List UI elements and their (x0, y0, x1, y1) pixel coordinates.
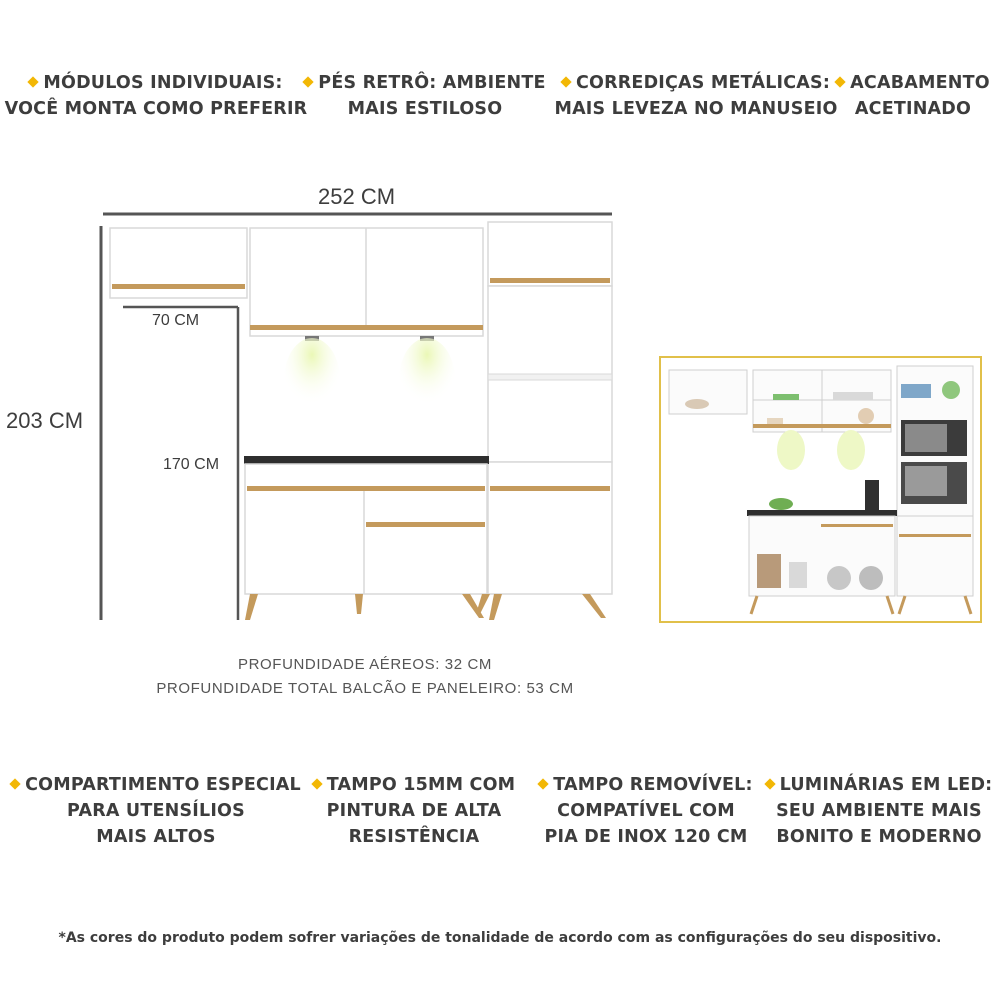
feature-acabamento: ACABAMENTO ACETINADO (828, 70, 998, 122)
kitchen-product-illustration (661, 358, 980, 621)
pantry-cabinet (488, 222, 612, 594)
diamond-bullet-icon (835, 76, 846, 87)
depth-note-uppers: PROFUNDIDADE AÉREOS: 32 CM (238, 656, 492, 673)
width-dimension-label: 252 CM (318, 184, 396, 209)
diamond-bullet-icon (303, 76, 314, 87)
retro-legs (245, 594, 606, 620)
feature-tampo-15mm: TAMPO 15MM COM PINTURA DE ALTA RESISTÊNCIA (300, 772, 528, 850)
led-glow (399, 338, 455, 422)
diamond-bullet-icon (560, 76, 571, 87)
feature-compartimento: COMPARTIMENTO ESPECIAL PARA UTENSÍLIOS MAIS ALTOS (0, 772, 312, 850)
diamond-bullet-icon (538, 778, 549, 789)
color-disclaimer: *As cores do produto podem sofrer variações de tonalidade de acordo com as configurações do seu dispositivo. (58, 930, 942, 946)
led-glow (284, 338, 340, 422)
height-dimension-label: 203 CM (6, 408, 84, 433)
diamond-bullet-icon (28, 76, 39, 87)
base-height-dimension-label: 170 CM (163, 456, 220, 473)
diamond-bullet-icon (311, 778, 322, 789)
feature-pes-retro: PÉS RETRÔ: AMBIENTE MAIS ESTILOSO (300, 70, 550, 122)
feature-luminarias-led: LUMINÁRIAS EM LED: SEU AMBIENTE MAIS BONITO E MODERNO (762, 772, 996, 850)
product-photo-frame (659, 356, 982, 623)
depth-note-total: PROFUNDIDADE TOTAL BALCÃO E PANELEIRO: 53 CM (156, 680, 574, 697)
kitchen-dimension-drawing (0, 200, 640, 620)
feature-corredicas: CORREDIÇAS METÁLICAS: MAIS LEVEZA NO MANUSEIO (554, 73, 838, 119)
left-upper-cabinet (110, 228, 247, 298)
base-cabinet (244, 456, 489, 594)
diamond-bullet-icon (9, 778, 20, 789)
diamond-bullet-icon (764, 778, 775, 789)
center-upper-cabinet (250, 228, 483, 422)
upper-gap-dimension-label: 70 CM (152, 312, 200, 329)
feature-tampo-removivel: TAMPO REMOVÍVEL: COMPATÍVEL COM PIA DE INOX 120 CM (528, 772, 764, 850)
feature-modulos: MÓDULOS INDIVIDUAIS: VOCÊ MONTA COMO PREFERIR (4, 73, 308, 119)
